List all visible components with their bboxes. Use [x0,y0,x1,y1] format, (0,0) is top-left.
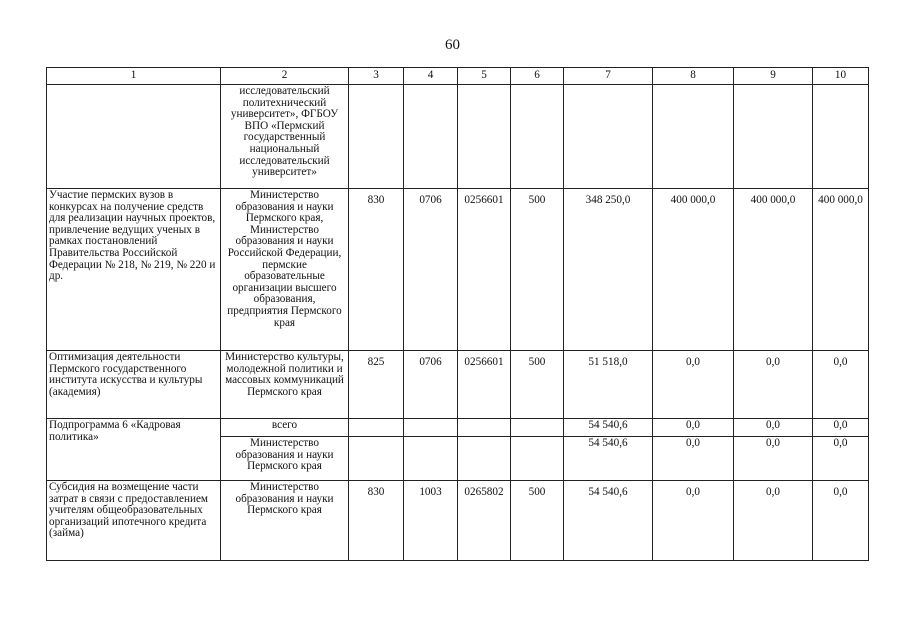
amount-cell: 0,0 [653,481,734,561]
column-number: 2 [221,68,349,85]
target-code-cell: 0256601 [458,351,511,419]
amount-cell: 0,0 [734,351,813,419]
amount-cell [653,85,734,189]
column-number: 5 [458,68,511,85]
amount-cell: 0,0 [813,437,869,481]
admin-code-cell [349,85,404,189]
section-code-cell: 1003 [404,481,458,561]
table-row [47,85,869,189]
target-code-cell: 0256601 [458,189,511,351]
expense-type-cell [511,85,564,189]
agency-cell: Министерство образования и науки Пермского края, Министерство образования и науки Российской Федерации, пермские образовательные организации высшего образования, предприятия Пермского края [221,189,349,351]
amount-cell: 400 000,0 [734,189,813,351]
amount-cell: 0,0 [734,481,813,561]
amount-cell: 51 518,0 [564,351,653,419]
table-row [47,419,869,437]
amount-cell: 0,0 [734,419,813,437]
column-number: 1 [47,68,221,85]
agency-cell: Министерство культуры, молодежной политики и массовых коммуникаций Пермского края [221,351,349,419]
amount-cell: 0,0 [813,481,869,561]
agency-cell: всего [221,419,349,437]
amount-cell: 54 540,6 [564,419,653,437]
program-name-cell: Субсидия на возмещение части затрат в связи с предоставлением учителям общеобразовательных организаций ипотечного кредита (займа) [47,481,221,561]
section-code-cell [404,419,458,437]
program-name-cell [47,85,221,189]
column-number: 9 [734,68,813,85]
target-code-cell: 0265802 [458,481,511,561]
amount-cell: 0,0 [653,437,734,481]
expense-type-cell [511,437,564,481]
amount-cell [813,85,869,189]
target-code-cell [458,85,511,189]
section-code-cell [404,437,458,481]
amount-cell: 400 000,0 [813,189,869,351]
budget-table [46,67,869,561]
admin-code-cell [349,437,404,481]
amount-cell: 54 540,6 [564,481,653,561]
amount-cell [734,85,813,189]
expense-type-cell: 500 [511,351,564,419]
amount-cell: 400 000,0 [653,189,734,351]
column-number: 10 [813,68,869,85]
page-number: 60 [445,37,460,53]
agency-cell: исследовательский политехнический университет», ФГБОУ ВПО «Пермский государственный национальный исследовательский университет» [221,85,349,189]
target-code-cell [458,419,511,437]
admin-code-cell [349,419,404,437]
section-code-cell: 0706 [404,189,458,351]
column-number: 7 [564,68,653,85]
expense-type-cell: 500 [511,189,564,351]
column-number: 8 [653,68,734,85]
amount-cell: 0,0 [813,419,869,437]
admin-code-cell: 825 [349,351,404,419]
program-name-cell: Оптимизация деятельности Пермского государственного института искусства и культуры (академия) [47,351,221,419]
target-code-cell [458,437,511,481]
table-row [47,189,869,351]
program-name-cell: Участие пермских вузов в конкурсах на получение средств для реализации научных проектов, привлечение ведущих ученых в рамках постановлений Правительства Российской Федерации № 218, № 219, № 220 и др. [47,189,221,351]
table-row [47,351,869,419]
amount-cell: 54 540,6 [564,437,653,481]
column-number-row [47,68,869,85]
expense-type-cell: 500 [511,481,564,561]
table-row [47,481,869,561]
column-number: 6 [511,68,564,85]
admin-code-cell: 830 [349,481,404,561]
amount-cell: 0,0 [813,351,869,419]
column-number: 4 [404,68,458,85]
amount-cell: 0,0 [653,351,734,419]
amount-cell [564,85,653,189]
agency-cell: Министерство образования и науки Пермского края [221,437,349,481]
column-number: 3 [349,68,404,85]
amount-cell: 0,0 [653,419,734,437]
amount-cell: 348 250,0 [564,189,653,351]
amount-cell: 0,0 [734,437,813,481]
expense-type-cell [511,419,564,437]
section-code-cell [404,85,458,189]
program-name-cell: Подпрограмма 6 «Кадровая политика» [47,419,221,481]
admin-code-cell: 830 [349,189,404,351]
section-code-cell: 0706 [404,351,458,419]
agency-cell: Министерство образования и науки Пермского края [221,481,349,561]
